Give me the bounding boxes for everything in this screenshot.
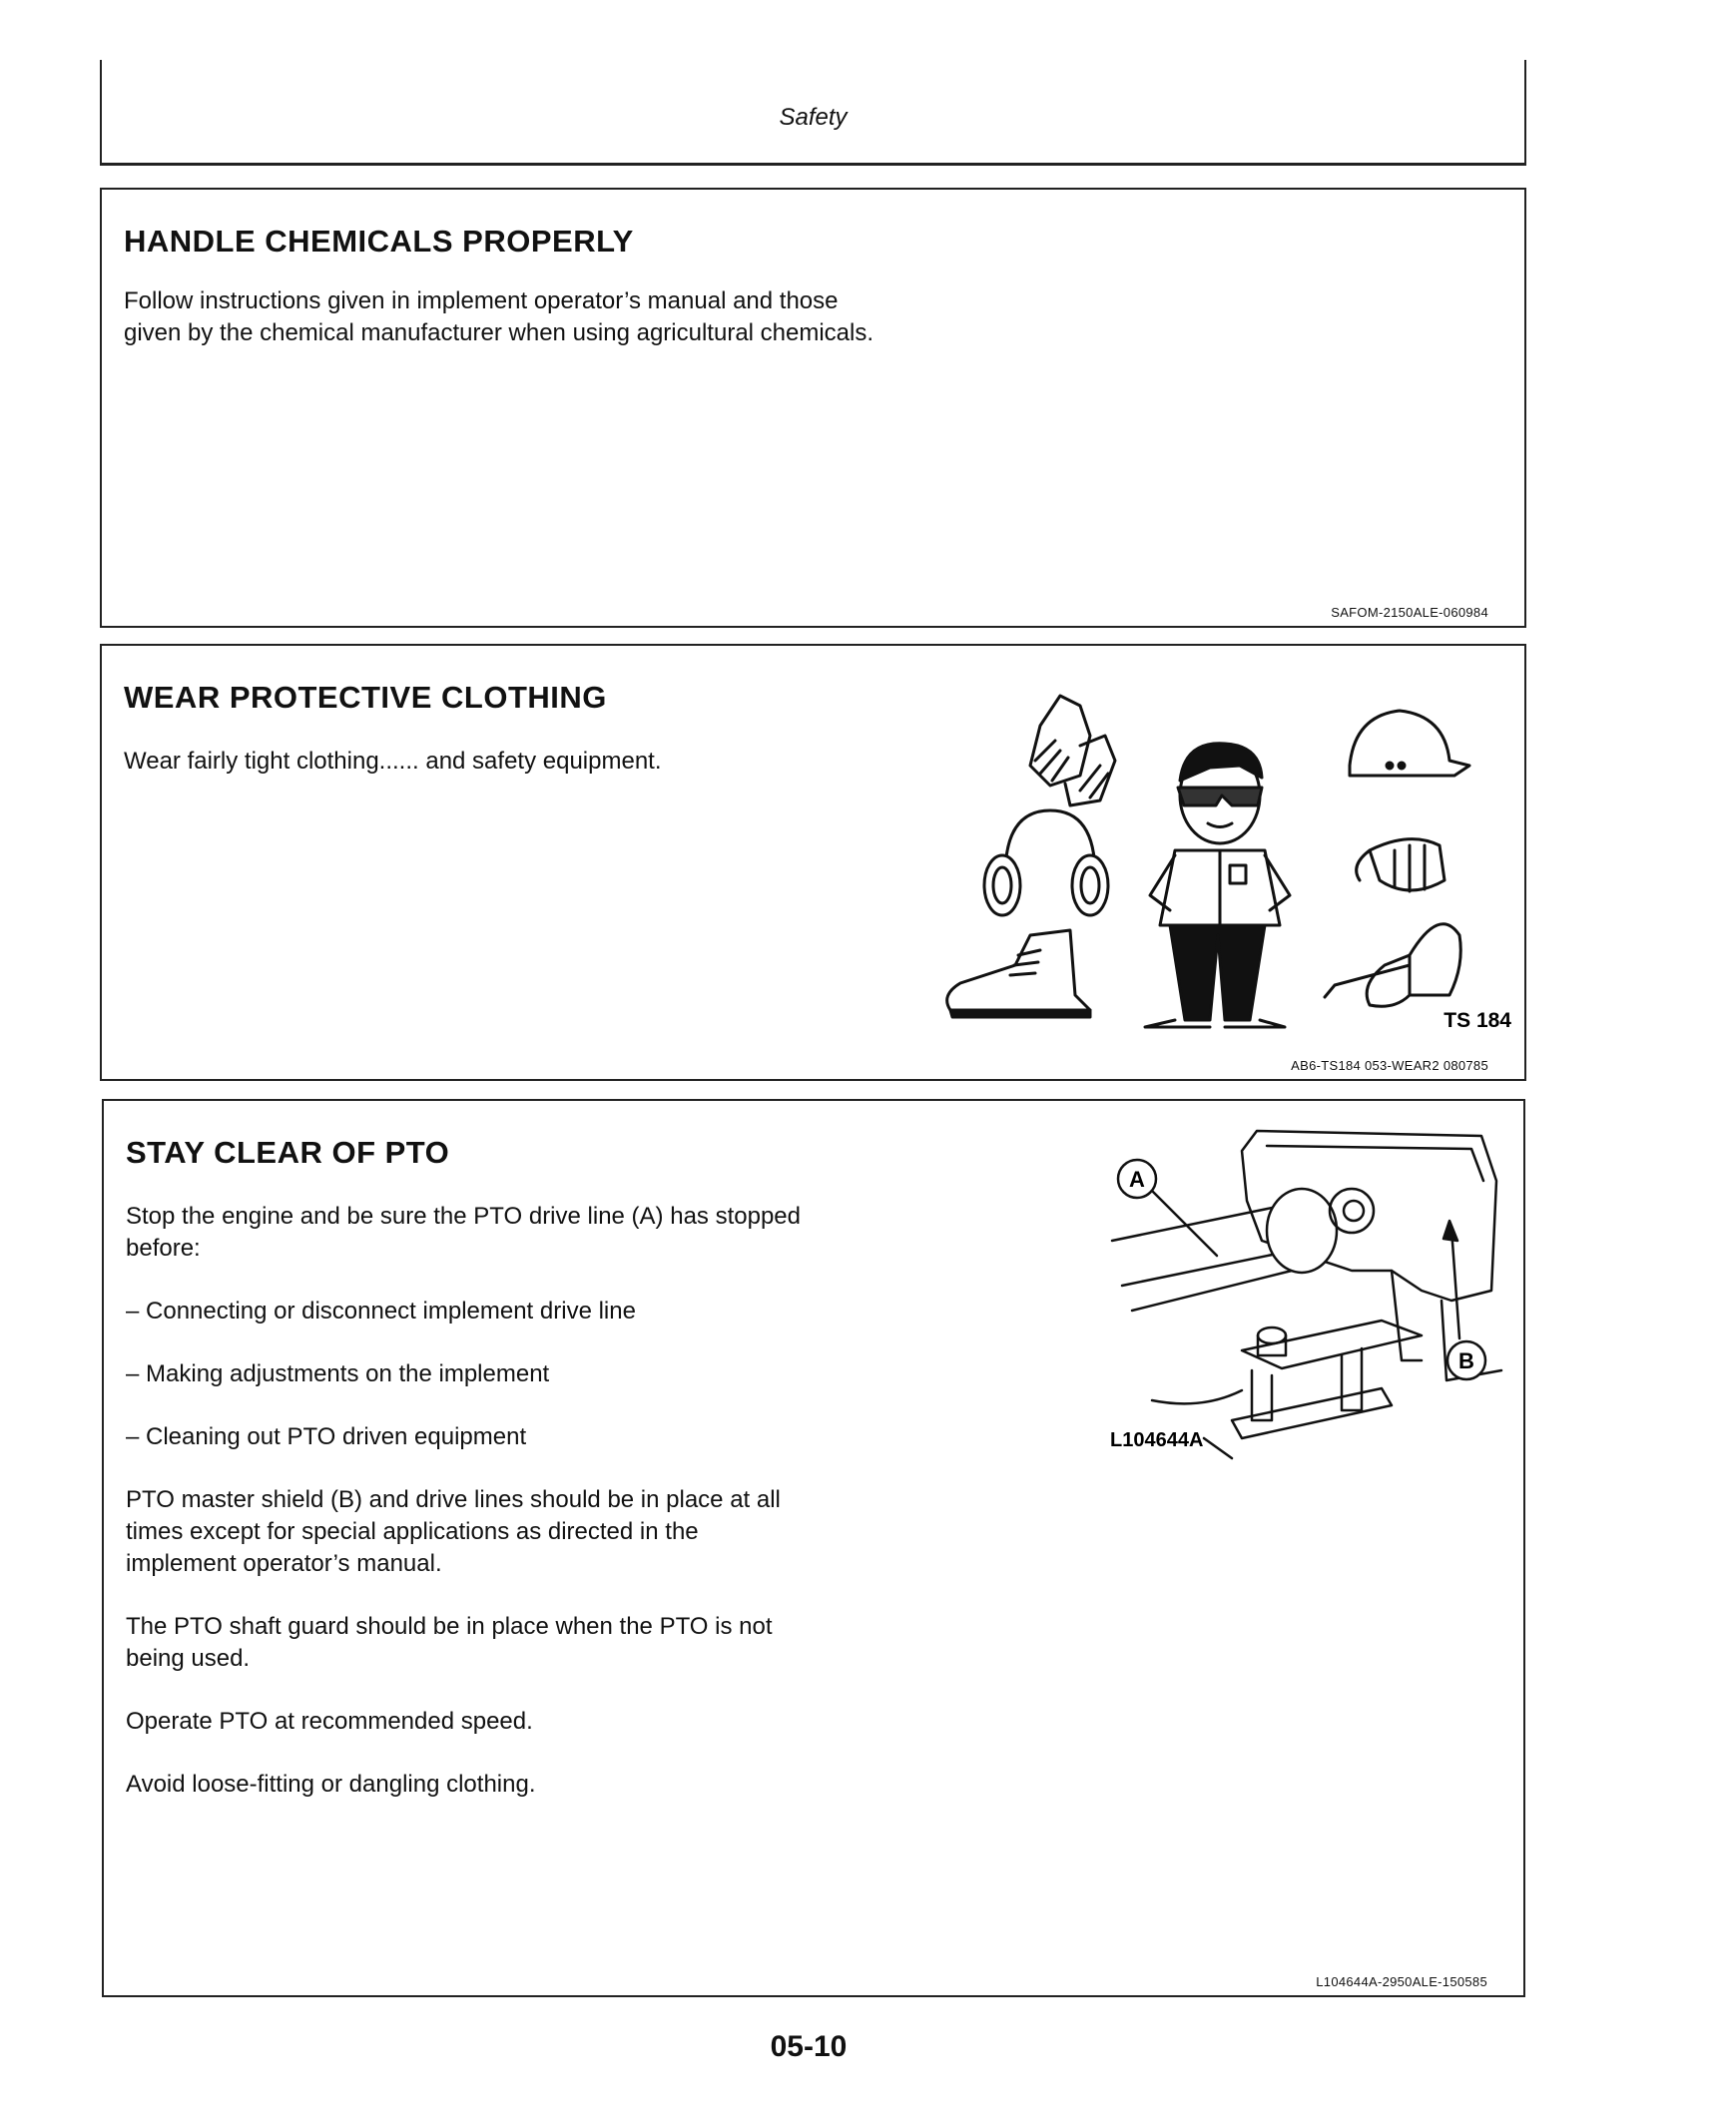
section-heading: WEAR PROTECTIVE CLOTHING [124,680,607,715]
callout-b-label: B [1458,1348,1474,1373]
protective-equipment-illustration [940,666,1519,1045]
section-body [126,1201,805,1832]
running-header [100,60,1526,166]
paragraph: Operate PTO at recommended speed. [126,1708,533,1735]
person-with-goggles-icon [1145,744,1290,1027]
paragraph: The PTO shaft guard should be in place when the PTO is not being used. [126,1613,773,1672]
section-heading: STAY CLEAR OF PTO [126,1135,450,1170]
list-item: – Connecting or disconnect implement drive line [126,1298,636,1325]
pto-driveline-illustration [1092,1121,1511,1480]
pto-drive-shaft [1112,1206,1292,1286]
ear-muffs-icon [984,810,1108,915]
callout-a-label: A [1129,1167,1145,1192]
list-item: – Cleaning out PTO driven equipment [126,1423,527,1450]
respirator-icon [1357,839,1445,891]
reference-code: AB6-TS184 053-WEAR2 080785 [1291,1058,1488,1073]
paragraph: Stop the engine and be sure the PTO drive line (A) has stopped before: [126,1203,801,1262]
section-handle-chemicals [100,188,1526,628]
paragraph: Avoid loose-fitting or dangling clothing. [126,1771,536,1798]
reference-code: L104644A-2950ALE-150585 [1316,1974,1487,1989]
paragraph: PTO master shield (B) and drive lines should be in place at all times except for special applications as directed in the implement operator’s manual. [126,1486,781,1577]
hard-hat-icon [1350,711,1469,776]
callout-a [1118,1160,1156,1198]
figure-label: TS 184 [1444,1009,1511,1032]
section-protective-clothing [100,644,1526,1081]
section-stay-clear-of-pto [102,1099,1525,1997]
page-number: 05-10 [770,2030,848,2063]
paragraph: Follow instructions given in implement operator’s manual and those given by the chemical manufacturer when using agricultural chemicals. [124,287,874,346]
section-body [124,285,882,380]
paragraph: Wear fairly tight clothing...... and safety equipment. [124,748,662,775]
callout-b [1447,1341,1485,1379]
section-heading: HANDLE CHEMICALS PROPERLY [124,224,634,259]
figure-label: L104644A [1110,1429,1204,1451]
gloves-icon [1030,696,1115,805]
safety-boot-icon [947,930,1090,1017]
section-body [124,746,843,808]
running-title: Safety [779,104,848,131]
list-item: – Making adjustments on the implement [126,1360,550,1387]
reference-code: SAFOM-2150ALE-060984 [1331,605,1488,620]
safety-goggles-icon [1325,924,1460,1007]
